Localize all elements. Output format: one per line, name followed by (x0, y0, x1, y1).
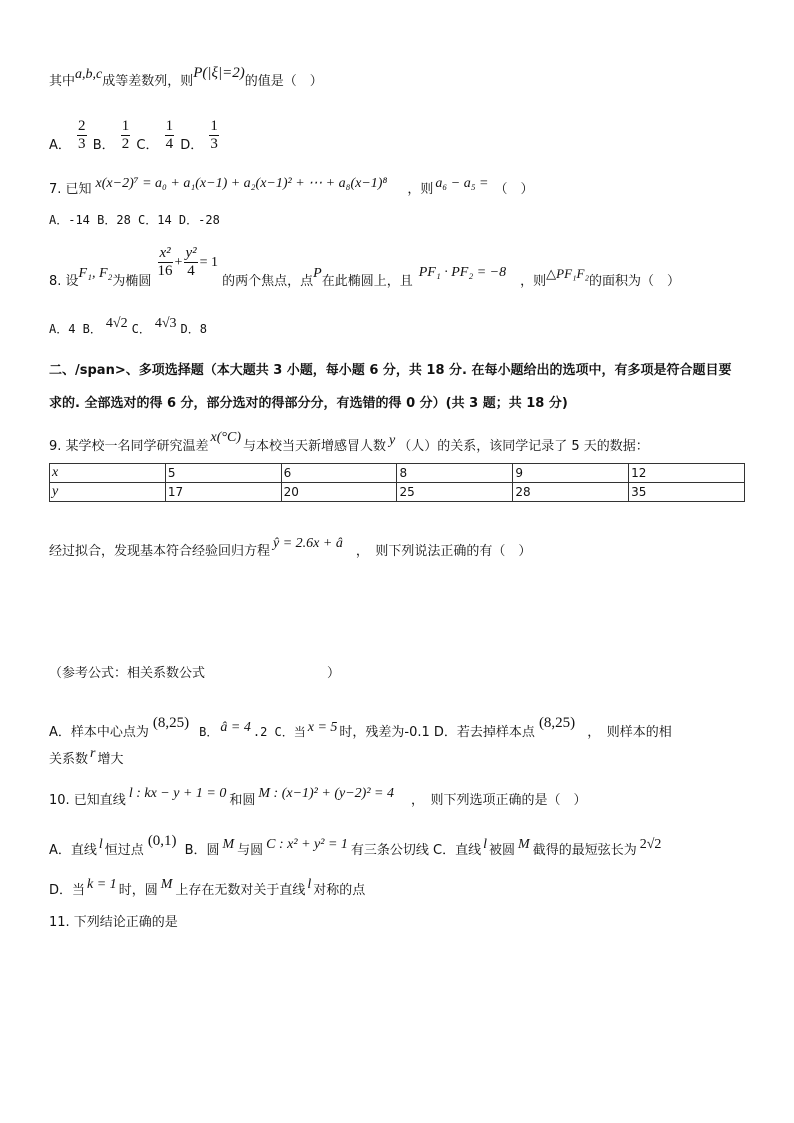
q10-l3: l (307, 877, 312, 892)
q9-c-text: 时，残差为-0.1 D．若去掉样本点 (339, 725, 535, 740)
q9-line2: 关系数 (49, 752, 89, 767)
q10-d-text2: 上存在无数对关于直线 (175, 883, 306, 898)
q9-c-eq: x = 5 (307, 720, 338, 735)
q9-stem (49, 430, 649, 456)
q10-c-text: 被圆 (489, 843, 516, 858)
q6-post: 的值是（ ） (244, 74, 323, 89)
q6-pre: 其中 (49, 74, 76, 89)
q10-line: l : kx − y + 1 = 0 (128, 786, 227, 801)
q8-comma: ， (520, 274, 534, 289)
q10-opt-b: B．圆 (184, 843, 220, 858)
q6-a-frac: $\frac{2}{3}$ (78, 118, 86, 152)
q8-num: 8. 设 (49, 274, 79, 289)
q9-fit-post: ， 则下列说法正确的有（ ） (355, 544, 532, 559)
table-cell: 20 (281, 483, 397, 502)
q6-vars: a,b,c (75, 67, 103, 82)
table-row (50, 483, 745, 502)
q8-opt-d: D．8 (180, 322, 207, 336)
q9-post: （人）的关系，该同学记录了 5 天的数据： (398, 439, 649, 454)
q10-k: k = 1 (87, 877, 117, 892)
q9-d-pt: (8,25) (538, 715, 576, 731)
q10-c-val: 2√2 (639, 837, 662, 852)
q6-mid: 成等差数列，则 (102, 74, 194, 89)
q6-options (49, 118, 221, 154)
q9-opt-b: B． (199, 725, 219, 739)
q9-d-text: ， 则样本的相 (587, 725, 672, 740)
table-cell: 6 (281, 464, 397, 483)
q10-a-pt: (0,1) (147, 833, 177, 849)
q10-m1: M (222, 837, 235, 852)
q8-c-val: 4√3 (154, 316, 177, 331)
q8-is-ellipse: 为椭圆 (112, 274, 152, 289)
q9-num: 9. 某学校一名同学研究温差 (49, 439, 209, 454)
q7-comma: ， (407, 182, 421, 197)
q11-stem: 11. 下列结论正确的是 (49, 915, 178, 930)
q10-c-text2: 截得的最短弦长为 (532, 843, 637, 858)
q7-then: 则 (420, 182, 434, 197)
q9-r: r (90, 746, 96, 761)
q10-d-text3: 对称的点 (313, 883, 366, 898)
q8-options (49, 316, 207, 339)
q8-eq: = 1 (199, 255, 219, 270)
table-cell: y (50, 483, 166, 502)
section2-line1: 二、/span>、多项选择题（本大题共 3 小题，每小题 6 分，共 18 分. 在每小题给出的选项中，有多项是符合题目要 (49, 363, 732, 378)
q8-opt-c: C． (131, 322, 151, 336)
q8-two-foci: 的两个焦点，点 (222, 274, 314, 289)
q10-m2: M (518, 837, 530, 852)
q8-frac-y: $\frac{\text{y²}}{4}$ (185, 245, 197, 279)
q9-options-line2 (49, 746, 124, 769)
q10-b-text: 与圆 (237, 843, 264, 858)
q9-data-table (49, 463, 745, 502)
q9-options-line1 (49, 715, 672, 742)
q9-line2b: 增大 (97, 752, 124, 767)
q8-on: 在此椭圆上，且 (321, 274, 413, 289)
q6-d-frac: $\frac{1}{3}$ (210, 118, 218, 152)
q6-opt-c: C． (136, 138, 159, 153)
q8-area: 的面积为（ ） (588, 274, 680, 289)
q9-a-pt: (8,25) (152, 715, 190, 731)
q9-ref-close: ） (327, 666, 341, 681)
q6-opt-b: B． (92, 138, 115, 153)
table-cell: 35 (629, 483, 745, 502)
q10-and: 和圆 (229, 793, 256, 808)
q10-a-text: 恒过点 (104, 843, 144, 858)
q6-prob: P(|ξ|=2) (193, 65, 245, 81)
q10-num: 10. 已知直线 (49, 793, 126, 808)
q7-options: A．-14 B．28 C．14 D．-28 (49, 213, 220, 227)
table-cell: 17 (165, 483, 281, 502)
q8-b-val: 4√2 (105, 316, 128, 331)
q9-xunit: x(°C) (210, 430, 242, 445)
q8-opt-a: A．4 B． (49, 322, 102, 336)
table-cell: 8 (397, 464, 513, 483)
q7-expr: x(x−2)⁷ = a₀ + a₁(x−1) + a₂(x−1)² + ⋯ + a₈(x−1)⁸ (95, 176, 388, 191)
q9-opt-a: A．样本中心点为 (49, 725, 149, 740)
q9-fit (49, 536, 532, 561)
q10-post: ， 则下列选项正确的是（ ） (410, 793, 587, 808)
q10-b-text2: 有三条公切线 C．直线 (350, 843, 482, 858)
q8-plus: + (174, 255, 183, 270)
q8-stem (49, 245, 680, 289)
section2-line2: 求的. 全部选对的得 6 分，部分选对的得部分分，有选错的得 0 分）(共 3 题；共 18 分) (49, 396, 568, 411)
q10-options-line2 (49, 877, 366, 900)
q7-stem (49, 176, 534, 199)
q7-blank: （ ） (494, 182, 534, 197)
q10-opt-d: D．当 (49, 883, 86, 898)
q9-mid: 与本校当天新增感冒人数 (243, 439, 387, 454)
table-cell: 28 (513, 483, 629, 502)
q9-y: y (389, 433, 396, 448)
q7-diff: a₆ − a₅ = (435, 176, 489, 191)
q10-l2: l (483, 837, 487, 852)
q8-dot: PF₁ · PF₂ = −8 (418, 265, 507, 280)
q8-frac-x: $\frac{\text{x²}}{16}$ (157, 245, 173, 279)
table-cell: 5 (165, 464, 281, 483)
q8-p: P (313, 266, 322, 281)
q9-ref-text: （参考公式：相关系数公式 (49, 666, 206, 681)
q6-b-frac: $\frac{1}{2}$ (121, 118, 130, 152)
q10-circle: M : (x−1)² + (y−2)² = 4 (258, 786, 394, 801)
q8-tri: △PF₁F₂ (546, 266, 589, 281)
q6-stem (49, 65, 323, 91)
q10-opt-a: A．直线 (49, 843, 97, 858)
q9-ref (49, 665, 340, 683)
q9-eqn: ŷ = 2.6x + â (273, 536, 343, 551)
q6-opt-a: A． (49, 138, 71, 153)
q9-fit-text: 经过拟合，发现基本符合经验回归方程 (49, 544, 271, 559)
q10-options-line1 (49, 833, 662, 860)
table-cell: 9 (513, 464, 629, 483)
table-cell: 12 (629, 464, 745, 483)
q7-num: 7. 已知 (49, 182, 92, 197)
q9-b-eq: â = 4 (220, 720, 251, 735)
q6-c-frac: $\frac{1}{4}$ (165, 118, 174, 152)
q8-then: 则 (533, 274, 547, 289)
table-row (50, 464, 745, 483)
q6-opt-d: D． (180, 138, 204, 153)
q10-m3: M (160, 877, 173, 892)
table-cell: x (50, 464, 166, 483)
table-cell: 25 (397, 483, 513, 502)
q9-b-tail: .2 C．当 (252, 725, 306, 739)
q10-l1: l (98, 837, 103, 852)
q8-foci: F₁, F₂ (78, 266, 113, 281)
q10-c-circ: C : x² + y² = 1 (266, 837, 348, 852)
q10-stem (49, 786, 587, 810)
q10-d-text: 时，圆 (118, 883, 158, 898)
